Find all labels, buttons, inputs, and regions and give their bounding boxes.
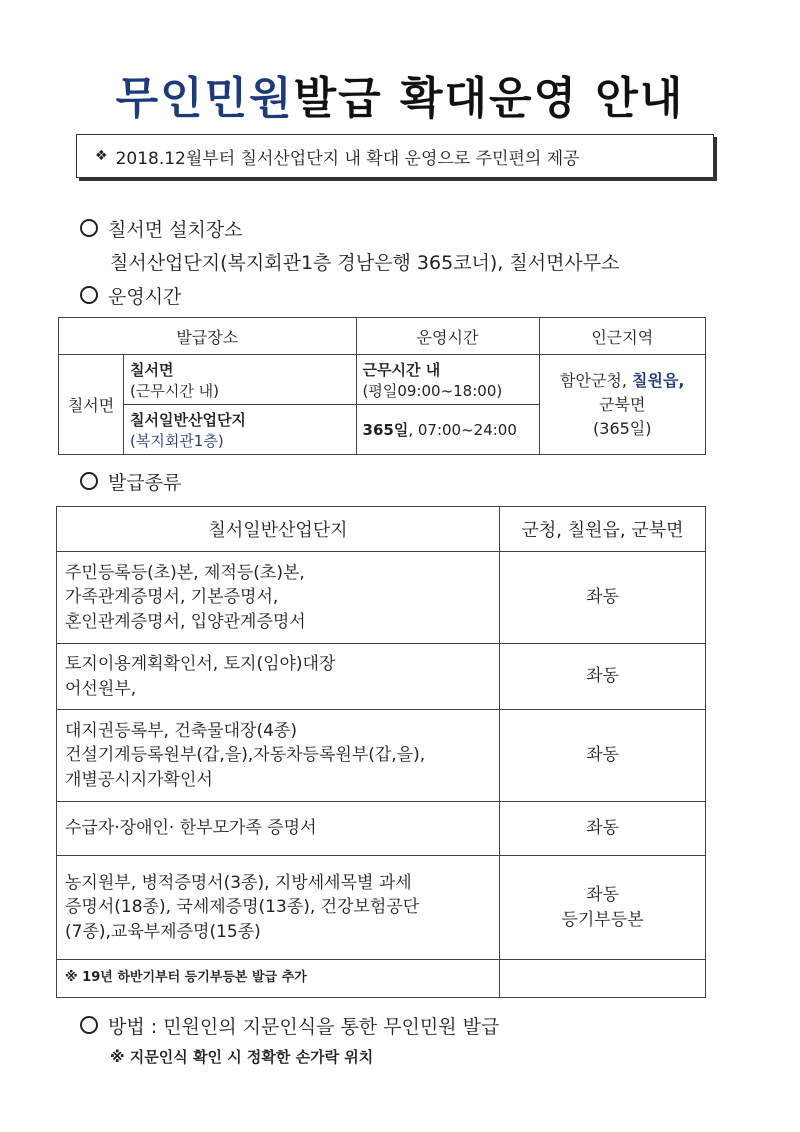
types-table [56,506,706,998]
notice-box [76,134,714,178]
page-title [0,62,800,126]
table-row [57,644,706,710]
circle-bullet-icon [80,472,98,490]
types-row-right: 좌동 등기부등본 [500,856,706,960]
types-row-right: 좌동 [500,710,706,802]
types-footnote: ※ 19년 하반기부터 등기부등본 발급 추가 [57,960,500,998]
section-hours-heading: 운영시간 [80,282,181,309]
hours-nearby: 함안군청, 칠원읍, 군북면 (365일) [539,355,705,455]
section-install-heading: 칠서면 설치장소 [80,215,243,242]
types-row-right: 좌동 [500,552,706,644]
table-row [57,856,706,960]
circle-bullet-icon [80,219,98,237]
hours-row-place: 칠서면 (근무시간 내) [124,355,357,405]
method-note: ※ 지문인식 확인 시 정확한 손가락 위치 [110,1048,374,1066]
hours-header-place: 발급장소 [59,318,357,355]
types-row-right: 좌동 [500,802,706,856]
hours-header-time: 운영시간 [356,318,539,355]
hours-row-time: 365일, 07:00~24:00 [356,405,539,455]
diamond-bullet-icon: ❖ [95,148,108,164]
title-highlight: 무인민원 [115,73,294,124]
circle-bullet-icon [80,286,98,304]
table-row [57,710,706,802]
title-rest: 발급 확대운영 안내 [293,73,685,124]
hours-table [58,317,706,455]
section-types-heading: 발급종류 [80,468,181,495]
table-row [57,802,706,856]
types-row-left: 주민등록등(초)본, 제적등(초)본, 가족관계증명서, 기본증명서, 혼인관계증명서, 입양관계증명서 [57,552,500,644]
hours-row-time: 근무시간 내 (평일09:00~18:00) [356,355,539,405]
section-install-detail: 칠서산업단지(복지회관1층 경남은행 365코너), 칠서면사무소 [110,252,620,274]
types-header-left: 칠서일반산업단지 [57,507,500,552]
section-method-heading: 방법 : 민원인의 지문인식을 통한 무인민원 발급 [80,1012,499,1039]
hours-header-nearby: 인근지역 [539,318,705,355]
types-row-left: 토지이용계획확인서, 토지(임야)대장 어선원부, [57,644,500,710]
types-row-right: 좌동 [500,644,706,710]
types-header-right: 군청, 칠원읍, 군북면 [500,507,706,552]
types-row-left: 수급자·장애인· 한부모가족 증명서 [57,802,500,856]
types-row-left: 농지원부, 병적증명서(3종), 지방세세목별 과세 증명서(18종), 국세제증명(13종), 건강보험공단 (7종),교육부제증명(15종) [57,856,500,960]
table-row [57,552,706,644]
notice-text: 2018.12월부터 칠서산업단지 내 확대 운영으로 주민편의 제공 [115,148,580,169]
hours-row-place: 칠서일반산업단지 (복지회관1층) [124,405,357,455]
types-row-left: 대지권등록부, 건축물대장(4종) 건설기계등록원부(갑,을),자동차등록원부(갑,을), 개별공시지가확인서 [57,710,500,802]
table-row [57,960,706,998]
hours-region: 칠서면 [59,355,124,455]
circle-bullet-icon [80,1016,98,1034]
types-footnote-empty [500,960,706,998]
